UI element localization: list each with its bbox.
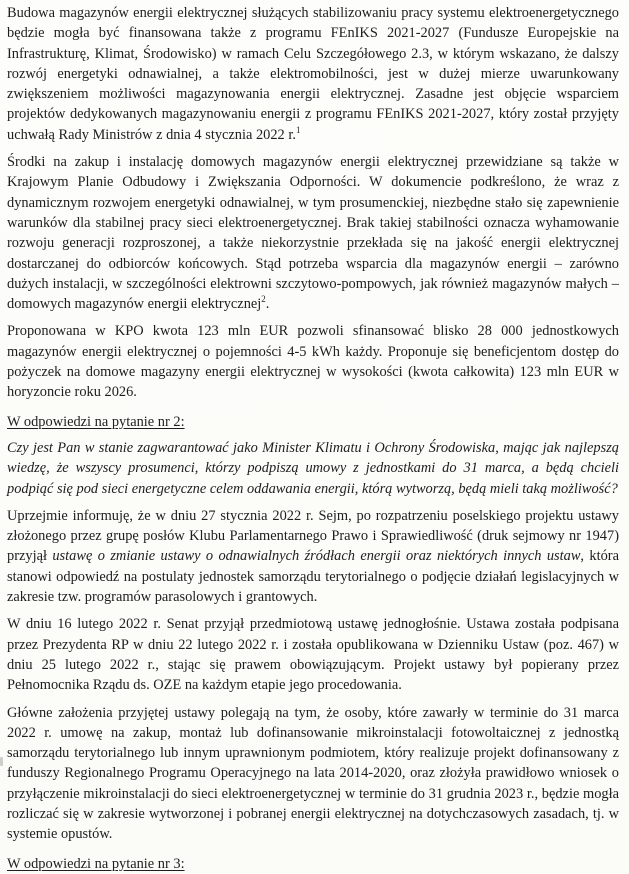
paragraph-text: Uprzejmie informuję, że w dniu 27 stycznia 2022 r. Sejm, po rozpatrzeniu poselskiego projektu ustawy złożonego przez grupę posłów Klubu Parlamentarnego Prawo i Sprawiedliwość (druk sejmowy nr 1947) przyjął [7, 507, 619, 565]
body-paragraph-kwota-kpo [7, 321, 619, 402]
body-paragraph-feniks [7, 3, 619, 145]
paragraph-text: Budowa magazynów energii elektrycznej służących stabilizowaniu pracy systemu elektroenergetycznego będzie mogła być finansowana także z programu FEnIKS 2021-2027 (Fundusze Europejskie na Infrastrukturę, Klimat, Środowisko) w ramach Celu Szczegółowego 2.3, w którym wskazano, że dalszy rozwój energetyki odnawialnej, a także elektromobilności, jest w dużej mierze uwarunkowany zwiększeniem możliwości magazynowania energii elektrycznej. Zasadne jest objęcie wsparciem projektów dedykowanych magazynowaniu energii z programu FEnIKS 2021-2027, który został przyjęty uchwałą Rady Ministrów z dnia 4 stycznia 2022 r. [7, 5, 619, 143]
question-text: Czy jest Pan w stanie zagwarantować jako Minister Klimatu i Ochrony Środowiska, mając jak najlepszą wiedzę, że wszyscy prosumenci, którzy podpiszą umowy z jednostkami do 31 marca, a będą chcieli podpiąć się pod sieci energetyczne celem oddawania energii, którą wytworzą, będą mieli taką możliwość? [7, 439, 619, 497]
scan-artifact-mark [0, 757, 3, 766]
footnote-reference-1: 1 [295, 124, 301, 135]
section-heading-pytanie-2: W odpowiedzi na pytanie nr 2: [7, 413, 185, 430]
body-paragraph-kpo-magazyny [7, 152, 619, 314]
footnote-reference-2: 2 [261, 294, 266, 305]
body-paragraph-glowne-zalozenia [7, 703, 619, 845]
section-heading-pytanie-3: W odpowiedzi na pytanie nr 3: [7, 855, 185, 872]
paragraph-text: Główne założenia przyjętej ustawy polegają na tym, że osoby, które zawarły w terminie do 31 marca 2022 r. umowę na zakup, montaż lub dofinansowanie mikroinstalacji fotowoltaicznej z jednostką samorządu terytorialnego lub innym uprawnionym podmiotem, który realizuje projekt dofinansowany z funduszy Regionalnego Programu Operacyjnego na lata 2014-2020, oraz złożyła prawidłowo wniosek o przyłączenie mikroinstalacji do sieci elektroenergetycznej w terminie do 31 grudnia 2023 r., będzie mogła rozliczać się w zakresie wytworzonej i pobranej energii elektrycznej na dotychczasowych zasadach, tj. w systemie opustów. [7, 704, 619, 843]
law-title-italic: ustawę o zmianie ustawy o odnawialnych źródłach energii oraz niektórych innych ustaw [52, 548, 581, 565]
paragraph-text: . [265, 296, 270, 313]
paragraph-text: Proponowana w KPO kwota 123 mln EUR pozwoli sfinansować blisko 28 000 jednostkowych magazynów energii elektrycznej o pojemności 4-5 kWh każdy. Proponuje się beneficjentom dostęp do pożyczek na domowe magazyny energii elektrycznej w wysokości (kwota całkowita) 123 mln EUR w horyzoncie roku 2026. [7, 323, 619, 401]
body-paragraph-sejm-ustawa [7, 506, 619, 607]
body-paragraph-senat-podpis [7, 614, 619, 695]
paragraph-text: Środki na zakup i instalację domowych magazynów energii elektrycznej przewidziane są także w Krajowym Planie Odbudowy i Zwiększania Odporności. W dokumencie podkreślono, że wraz z dynamicznym rozwojem energetyki odnawialnej, w tym prosumenckiej, niezbędne stało się zapewnienie warunków dla stabilnej pracy sieci elektroenergetycznej. Brak takiej stabilności oznacza wyhamowanie rozwoju generacji rozproszonej, a także niekorzystnie przekłada się na jakość energii elektrycznej dostarczanej do odbiorców końcowych. Stąd potrzeba wsparcia dla magazynów energii – zarówno dużych instalacji, w szczególności elektrowni szczytowo-pompowych, jak również magazynów małych – domowych magazynów energii elektrycznej [7, 154, 619, 313]
question-paragraph [7, 438, 619, 499]
paragraph-text: , która stanowi odpowiedź na postulaty jednostek samorządu terytorialnego o podjęcie działań legislacyjnych w zakresie tzw. programów parasolowych i grantowych. [7, 548, 619, 606]
paragraph-text: W dniu 16 lutego 2022 r. Senat przyjął przedmiotową ustawę jednogłośnie. Ustawa została podpisana przez Prezydenta RP w dniu 22 lutego 2022 r. i została opublikowana w Dzienniku Ustaw (poz. 467) w dniu 25 lutego 2022 r., stając się prawem obowiązującym. Projekt ustawy był popierany przez Pełnomocnika Rządu ds. OZE na każdym etapie jego procedowania. [7, 616, 619, 694]
